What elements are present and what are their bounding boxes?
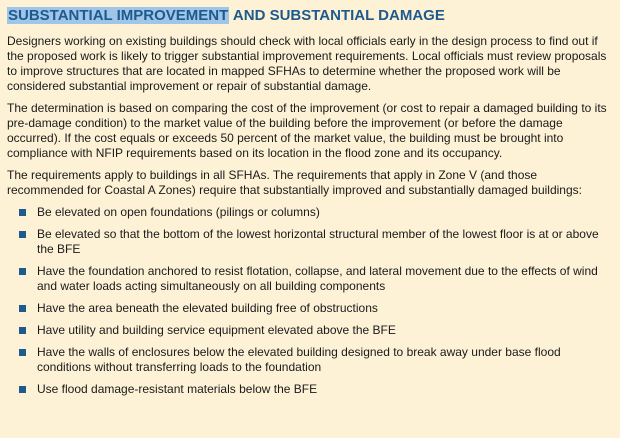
list-item	[7, 382, 610, 397]
section-title	[7, 7, 610, 25]
list-item	[7, 227, 610, 257]
square-bullet-icon	[19, 231, 26, 238]
requirements-list	[7, 205, 610, 397]
list-item	[7, 205, 610, 220]
list-item-text: Have the area beneath the elevated building free of obstructions	[37, 301, 378, 315]
square-bullet-icon	[19, 386, 26, 393]
list-item	[7, 264, 610, 294]
paragraph-determination: The determination is based on comparing the cost of the improvement (or cost to repair a damaged building to its pre-damage condition) to the market value of the building before the improvement (or before the damage occurred). If the cost equals or exceeds 50 percent of the market value, the building must be brought into compliance with NFIP requirements based on its location in the flood zone and its occupancy.	[7, 101, 607, 160]
square-bullet-icon	[19, 268, 26, 275]
list-item	[7, 345, 610, 375]
square-bullet-icon	[19, 349, 26, 356]
paragraph-requirements: The requirements apply to buildings in all SFHAs. The requirements that apply in Zone V (and those recommended for Coastal A Zones) require that substantially improved and substantially damaged buildings:	[7, 168, 582, 197]
list-item	[7, 301, 610, 316]
list-item-text: Use flood damage-resistant materials below the BFE	[37, 382, 318, 396]
list-item-text: Be elevated so that the bottom of the lowest horizontal structural member of the lowest floor is at or above the BFE	[37, 227, 599, 256]
square-bullet-icon	[19, 209, 26, 216]
list-item-text: Have the foundation anchored to resist flotation, collapse, and lateral movement due to the effects of wind and water loads acting simultaneously on all building components	[37, 264, 598, 293]
title-rest-text: AND SUBSTANTIAL DAMAGE	[229, 7, 445, 24]
list-item-text: Have the walls of enclosures below the elevated building designed to break away under base flood conditions without transferring loads to the foundation	[37, 345, 561, 374]
list-item-text: Be elevated on open foundations (pilings or columns)	[37, 205, 320, 219]
title-highlighted-text: SUBSTANTIAL IMPROVEMENT	[8, 7, 229, 24]
list-item-text: Have utility and building service equipment elevated above the BFE	[37, 323, 396, 337]
list-item	[7, 323, 610, 338]
square-bullet-icon	[19, 305, 26, 312]
square-bullet-icon	[19, 327, 26, 334]
paragraph-intro: Designers working on existing buildings should check with local officials early in the design process to find out if the proposed work is likely to trigger substantial improvement requirements. Local officials must review proposals to improve structures that are located in mapped SFHAs to determine whether the proposed work will be considered substantial improvement or repair of substantial damage.	[7, 34, 607, 93]
